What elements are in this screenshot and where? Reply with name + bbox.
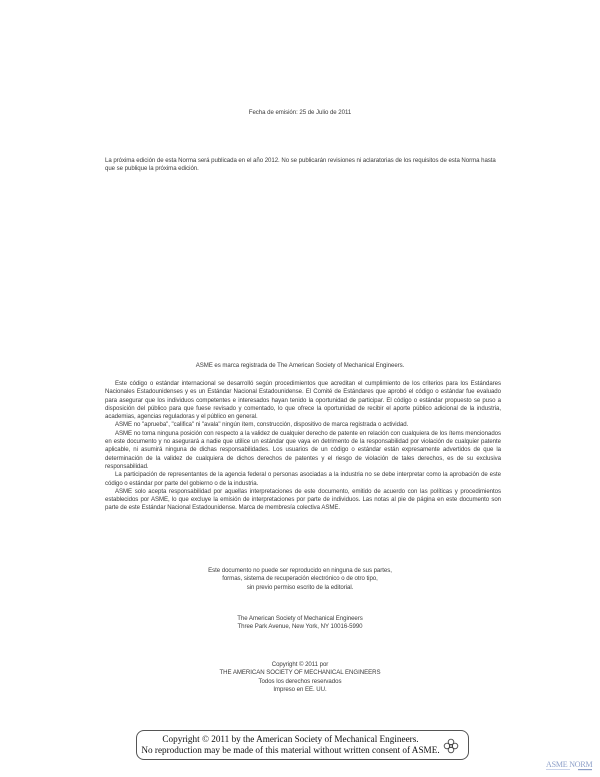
next-edition-notice: La próxima edición de esta Norma será publicada en el año 2012. No se publicarán revisiones ni aclaratorias de los requisitos de esta Norma hasta que se publique la próxima edición. xyxy=(105,157,496,173)
reproduction-notice xyxy=(0,567,600,592)
publisher-address xyxy=(0,615,600,632)
asme-norm-watermark: ASME NORM xyxy=(546,760,593,769)
publisher-street: Three Park Avenue, New York, NY 10016-5990 xyxy=(237,623,363,631)
legal-paragraph: ASME solo acepta responsabilidad por aquellas interpretaciones de este documento, emitido de acuerdo con las políticas y procedimientos establecidos por ASME, lo que excluye la emisión de interpretaciones por parte de individuos. Las notas al pie de página en este documento son parte de este Estándar Nacional Estadounidense. Marca de membresía colectiva ASME. xyxy=(105,487,501,512)
issue-date: Fecha de emisión: 25 de Julio de 2011 xyxy=(248,109,352,116)
legal-body xyxy=(105,380,501,513)
publisher-name: The American Society of Mechanical Engineers xyxy=(237,615,363,622)
copyright-footer-box xyxy=(136,730,469,760)
legal-paragraph: La participación de representantes de la agencia federal o personas asociadas a la industria no se debe interpretar como la aprobación de este código o estándar por parte del gobierno o de la industria. xyxy=(105,471,501,487)
copyright-line: THE AMERICAN SOCIETY OF MECHANICAL ENGINEERS xyxy=(219,669,381,677)
footer-line-1: Copyright © 2011 by the American Society of Mechanical Engineers. xyxy=(162,734,419,744)
legal-paragraph: ASME no "aprueba", "califica" ni "avala" ningún ítem, construcción, dispositivo de marca registrada o actividad. xyxy=(115,421,409,429)
reproduction-line: Este documento no puede ser reproducido en ninguna de sus partes, xyxy=(208,567,392,574)
legal-paragraph: ASME no toma ninguna posición con respecto a la validez de cualquier derecho de patente en relación con cualquiera de los ítems mencionados en este documento y no asegurará a nadie que utilice un estándar que vaya en detrimento de la responsabilidad por violación de cualquier patente aplicable, ni asumirá ninguna de dichas responsabilidades. Los usuarios de un código o estándar están expresamente advertidos de que la determinación de la validez de cualquiera de dichos derechos de patentes y el riesgo de violación de tales derechos, es de su exclusiva responsabilidad. xyxy=(105,429,501,470)
legal-paragraph: Este código o estándar internacional se desarrolló según procedimientos que acreditan el cumplimiento de los criterios para los Estándares Nacionales Estadounidenses y es un Estándar Nacional Estadounidense. El Comité de Estándares que aprobó el código o estándar fue evaluado para asegurar que los individuos competentes e interesados hayan tenido la oportunidad de participar. El código o estándar propuesto se puso a disposición del público para que fuese revisado y comentado, lo que ofrece la oportunidad de recibir el aporte público adicional de la industria, academias, agencias reguladoras y el público en general. xyxy=(105,380,501,421)
footer-line-2: No reproduction may be made of this material without written consent of ASME. xyxy=(141,745,440,755)
copyright-line: Todos los derechos reservados xyxy=(258,677,342,685)
reproduction-line: sin previo permiso escrito de la editorial. xyxy=(246,583,354,591)
watermark-underline xyxy=(546,769,596,771)
copyright-block xyxy=(0,661,600,694)
reproduction-line: formas, sistema de recuperación electrónico o de otro tipo, xyxy=(222,575,378,583)
copyright-line: Impreso en EE. UU. xyxy=(273,685,327,693)
trademark-notice: ASME es marca registrada de The American Society of Mechanical Engineers. xyxy=(195,362,405,369)
copyright-line: Copyright © 2011 por xyxy=(271,661,329,668)
asme-seal-icon xyxy=(443,738,459,754)
